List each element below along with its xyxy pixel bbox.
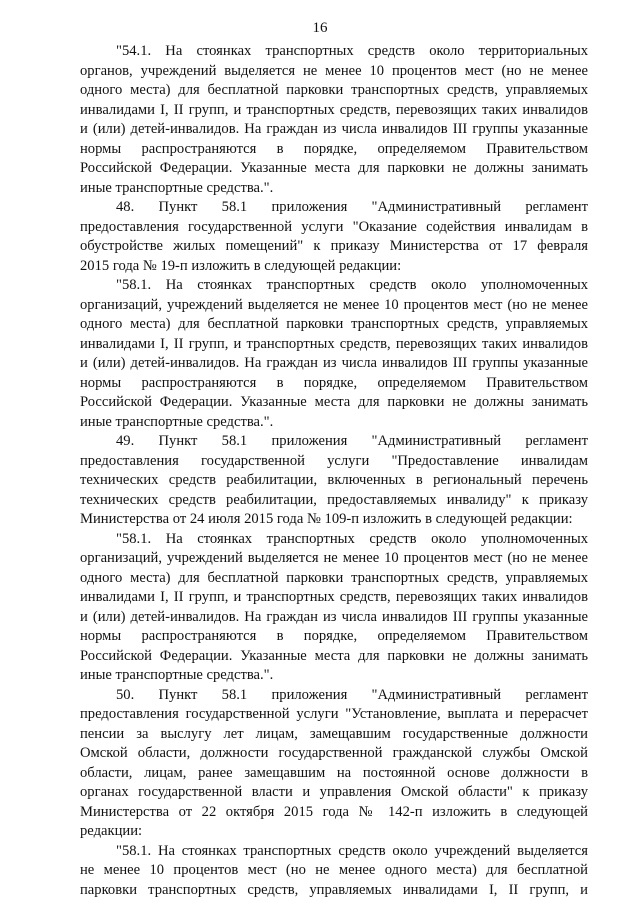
text-line: органов, учреждений выделяется не менее 10 процентов мест (но не менее bbox=[80, 62, 588, 82]
text-line: и (или) детей-инвалидов. На граждан из числа инвалидов III группы указанные bbox=[80, 120, 588, 140]
text-line: нормы распространяются в порядке, определяемом Правительством bbox=[80, 627, 588, 647]
text-line: предоставления государственной услуги "Оказание содействия инвалидам в bbox=[80, 218, 588, 238]
text-line: иные транспортные средства.". bbox=[80, 179, 588, 199]
text-line: 48. Пункт 58.1 приложения "Административный регламент bbox=[80, 198, 588, 218]
text-line: организаций, учреждений выделяется не менее 10 процентов мест (но не менее bbox=[80, 296, 588, 316]
text-line: инвалидами I, II групп, и транспортных средств, перевозящих таких инвалидов bbox=[80, 101, 588, 121]
text-line: нормы распространяются в порядке, определяемом Правительством bbox=[80, 374, 588, 394]
text-line: пенсии за выслугу лет лицам, замещавшим государственные должности bbox=[80, 725, 588, 745]
text-line: Министерства от 22 октября 2015 года № 142-п изложить в следующей bbox=[80, 803, 588, 823]
text-line: Омской области, должности государственной гражданской службы Омской bbox=[80, 744, 588, 764]
text-line: Министерства от 24 июля 2015 года № 109-п изложить в следующей редакции: bbox=[80, 510, 588, 530]
text-line: и (или) детей-инвалидов. На граждан из числа инвалидов III группы указанные bbox=[80, 354, 588, 374]
text-line: "54.1. На стоянках транспортных средств около территориальных bbox=[80, 42, 588, 62]
text-line: редакции: bbox=[80, 822, 588, 842]
text-line: инвалидами I, II групп, и транспортных средств, перевозящих таких инвалидов bbox=[80, 335, 588, 355]
text-line: не менее 10 процентов мест (но не менее одного места) для бесплатной bbox=[80, 861, 588, 881]
text-line: "58.1. На стоянках транспортных средств около учреждений выделяется bbox=[80, 842, 588, 862]
text-line: иные транспортные средства.". bbox=[80, 666, 588, 686]
text-line: области, лицам, ранее замещавшим на постоянной основе должности в bbox=[80, 764, 588, 784]
text-line: 2015 года № 19-п изложить в следующей редакции: bbox=[80, 257, 588, 277]
text-line: предоставления государственной услуги "Предоставление инвалидам bbox=[80, 452, 588, 472]
text-line: Российской Федерации. Указанные места для парковки не должны занимать bbox=[80, 393, 588, 413]
text-line: нормы распространяются в порядке, определяемом Правительством bbox=[80, 140, 588, 160]
text-line: иные транспортные средства.". bbox=[80, 413, 588, 433]
text-line: обустройстве жилых помещений" к приказу Министерства от 17 февраля bbox=[80, 237, 588, 257]
text-line: Российской Федерации. Указанные места для парковки не должны занимать bbox=[80, 647, 588, 667]
document-body bbox=[80, 42, 588, 900]
text-line: предоставления государственной услуги "Установление, выплата и перерасчет bbox=[80, 705, 588, 725]
text-line: одного места) для бесплатной парковки транспортных средств, управляемых bbox=[80, 81, 588, 101]
page-number: 16 bbox=[0, 19, 640, 39]
text-line: 50. Пункт 58.1 приложения "Административный регламент bbox=[80, 686, 588, 706]
text-line: одного места) для бесплатной парковки транспортных средств, управляемых bbox=[80, 569, 588, 589]
text-line: "58.1. На стоянках транспортных средств около уполномоченных bbox=[80, 530, 588, 550]
text-line: технических средств реабилитации, включенных в региональный перечень bbox=[80, 471, 588, 491]
text-line: одного места) для бесплатной парковки транспортных средств, управляемых bbox=[80, 315, 588, 335]
text-line: технических средств реабилитации, предоставляемых инвалиду" к приказу bbox=[80, 491, 588, 511]
text-line: "58.1. На стоянках транспортных средств около уполномоченных bbox=[80, 276, 588, 296]
text-line: органах государственной власти и управления Омской области" к приказу bbox=[80, 783, 588, 803]
text-line: парковки транспортных средств, управляемых инвалидами I, II групп, и bbox=[80, 881, 588, 900]
text-line: 49. Пункт 58.1 приложения "Административный регламент bbox=[80, 432, 588, 452]
text-line: инвалидами I, II групп, и транспортных средств, перевозящих таких инвалидов bbox=[80, 588, 588, 608]
text-line: организаций, учреждений выделяется не менее 10 процентов мест (но не менее bbox=[80, 549, 588, 569]
text-line: Российской Федерации. Указанные места для парковки не должны занимать bbox=[80, 159, 588, 179]
text-line: и (или) детей-инвалидов. На граждан из числа инвалидов III группы указанные bbox=[80, 608, 588, 628]
